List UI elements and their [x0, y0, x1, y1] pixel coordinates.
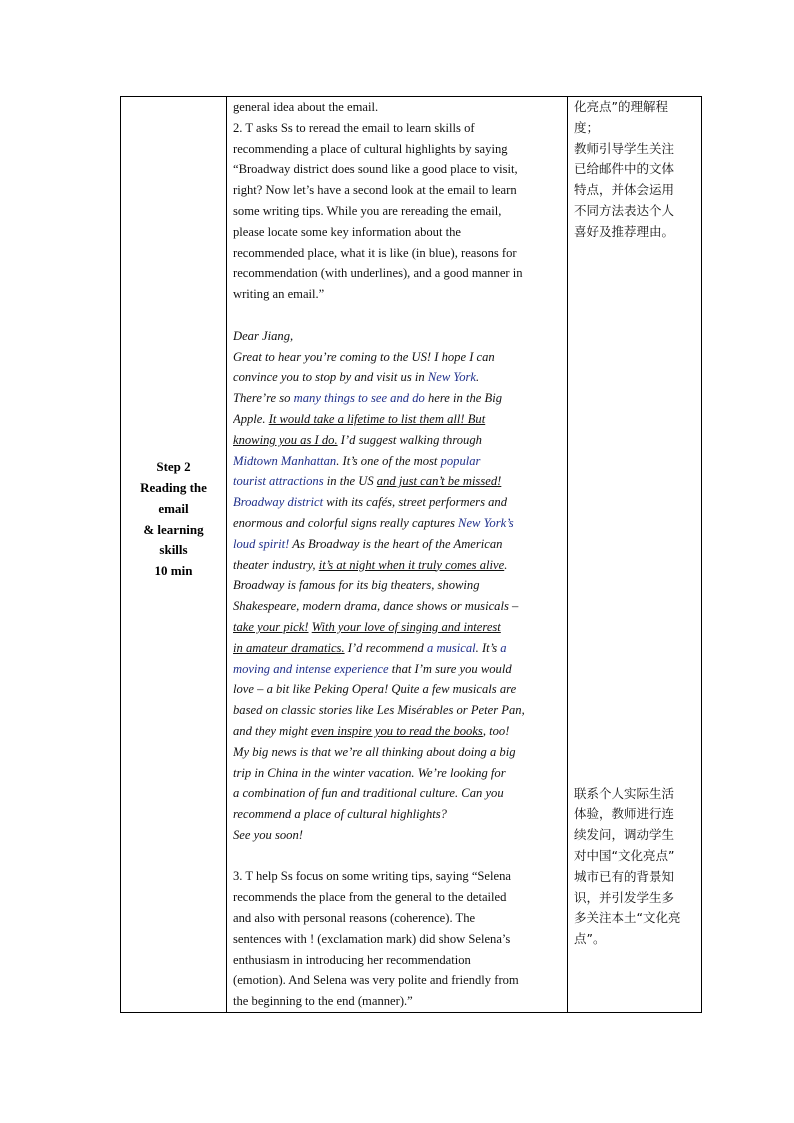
note-line: 续发问，调动学生	[574, 827, 675, 843]
email-line: recommend a place of cultural highlights?	[233, 807, 447, 822]
procedure-line: recommendation (with underlines), and a good manner in	[233, 266, 523, 281]
step-title-line: email	[158, 500, 189, 516]
intention-text	[568, 97, 701, 950]
procedure-line: recommends the place from the general to the detailed	[233, 890, 507, 905]
highlight-underline: With your love of singing and interest	[311, 619, 501, 634]
email-closing: See you soon!	[233, 827, 303, 842]
procedure-line: sentences with ! (exclamation mark) did show Selena’s	[233, 931, 511, 946]
highlight-blue: moving and intense experience	[233, 661, 389, 676]
note-line: 点”。	[574, 931, 606, 947]
note-line: 联系个人实际生活	[574, 785, 675, 801]
procedure-line: 2. T asks Ss to reread the email to learn skills of	[233, 120, 475, 135]
email-line: convince you to stop by and visit us in New York.	[233, 370, 480, 385]
email-line: trip in China in the winter vacation. We’re looking for	[233, 765, 506, 780]
highlight-underline: and just can’t be missed!	[376, 474, 502, 489]
spacer	[574, 243, 698, 784]
procedure-line: (emotion). And Selena was very polite and friendly from	[233, 973, 519, 988]
email-line: Apple. It would take a lifetime to list them all! But	[233, 411, 486, 426]
email-line: based on classic stories like Les Misérables or Peter Pan,	[233, 703, 525, 718]
procedure-line: general idea about the email.	[233, 100, 379, 114]
note-line: 已给邮件中的文体	[574, 161, 675, 177]
procedure-line: enthusiasm in introducing her recommendation	[233, 952, 471, 967]
procedure-line: the beginning to the end (manner).”	[233, 994, 413, 1009]
email-line: Great to hear you’re coming to the US! I hope I can	[233, 349, 495, 364]
spacer	[233, 305, 563, 326]
highlight-blue: New York’s	[458, 515, 514, 530]
highlight-underline: even inspire you to read the books	[311, 723, 483, 738]
note-line: 识，并引发学生多	[574, 889, 675, 905]
email-line: There’re so many things to see and do here in the Big	[233, 391, 502, 406]
highlight-underline: knowing you as I do.	[233, 432, 338, 447]
procedure-text	[227, 97, 567, 1012]
highlight-blue: loud spirit!	[233, 536, 290, 551]
intention-cell	[568, 97, 702, 1013]
step-title-line: & learning	[143, 521, 204, 537]
step-duration: 10 min	[154, 563, 193, 579]
highlight-blue: popular	[440, 453, 481, 468]
procedure-cell	[227, 97, 568, 1013]
note-line: 对中国“文化亮点”	[574, 847, 675, 863]
table-row	[121, 97, 702, 1013]
step-label	[121, 457, 226, 582]
procedure-line: 3. T help Ss focus on some writing tips, saying “Selena	[233, 869, 511, 884]
sample-email	[233, 326, 563, 846]
spacer	[233, 846, 563, 867]
procedure-line: “Broadway district does sound like a good place to visit,	[233, 162, 518, 177]
note-line: 度；	[574, 119, 600, 135]
step-title-line: Reading the	[140, 479, 207, 495]
procedure-line: recommending a place of cultural highlights by saying	[233, 141, 508, 156]
highlight-underline: take your pick!	[233, 619, 309, 634]
step-cell	[121, 97, 227, 1013]
email-line: theater industry, it’s at night when it truly comes alive.	[233, 557, 508, 572]
email-line	[233, 617, 563, 638]
note-line: 喜好及推荐理由。	[574, 223, 675, 239]
highlight-blue: a	[500, 640, 507, 655]
note-line: 城市已有的背景知	[574, 868, 675, 884]
note-line: 不同方法表达个人	[574, 202, 675, 218]
note-line: 多关注本土“文化亮	[574, 910, 681, 926]
step-number: Step 2	[156, 459, 191, 475]
note-line: 教师引导学生关注	[574, 140, 675, 156]
highlight-blue: many things to see and do	[293, 391, 425, 406]
email-line: in amateur dramatics. I’d recommend a musical. It’s a	[233, 640, 507, 655]
email-line: a combination of fun and traditional culture. Can you	[233, 786, 504, 801]
highlight-underline: It would take a lifetime to list them all! But	[268, 411, 486, 426]
email-salutation: Dear Jiang,	[233, 328, 294, 343]
procedure-line: please locate some key information about the	[233, 224, 462, 239]
highlight-blue: tourist attractions	[233, 474, 324, 489]
procedure-line: writing an email.”	[233, 287, 325, 302]
note-line: 体验，教师进行连	[574, 806, 675, 822]
email-line: love – a bit like Peking Opera! Quite a few musicals are	[233, 682, 517, 697]
email-line: enormous and colorful signs really captures New York’s	[233, 515, 514, 530]
note-line: 化亮点”的理解程	[574, 99, 668, 114]
email-line: My big news is that we’re all thinking about doing a big	[233, 744, 516, 759]
procedure-line: right? Now let’s have a second look at the email to learn	[233, 183, 517, 198]
step-title-line: skills	[159, 542, 188, 558]
email-line: tourist attractions in the US and just can’t be missed!	[233, 474, 502, 489]
email-line: Shakespeare, modern drama, dance shows or musicals –	[233, 599, 519, 614]
procedure-line: and also with personal reasons (coherence). The	[233, 911, 476, 926]
highlight-blue: Midtown Manhattan	[233, 453, 337, 468]
email-line: Broadway is famous for its big theaters, showing	[233, 578, 480, 593]
email-line: knowing you as I do. I’d suggest walking through	[233, 432, 482, 447]
email-line: Broadway district with its cafés, street performers and	[233, 495, 508, 510]
highlight-blue: a musical	[427, 640, 476, 655]
email-line: Midtown Manhattan. It’s one of the most popular	[233, 453, 481, 468]
email-line: moving and intense experience that I’m sure you would	[233, 661, 512, 676]
email-line: loud spirit! As Broadway is the heart of the American	[233, 536, 503, 551]
procedure-line: recommended place, what it is like (in blue), reasons for	[233, 245, 517, 260]
highlight-underline: it’s at night when it truly comes alive	[318, 557, 505, 572]
highlight-blue: New York	[427, 370, 477, 385]
email-line: and they might even inspire you to read the books, too!	[233, 723, 510, 738]
procedure-line: some writing tips. While you are rereading the email,	[233, 203, 502, 218]
highlight-blue: Broadway district	[233, 495, 324, 510]
note-line: 特点，并体会运用	[574, 182, 675, 198]
lesson-plan-table	[120, 96, 702, 1013]
highlight-underline: in amateur dramatics.	[233, 640, 345, 655]
